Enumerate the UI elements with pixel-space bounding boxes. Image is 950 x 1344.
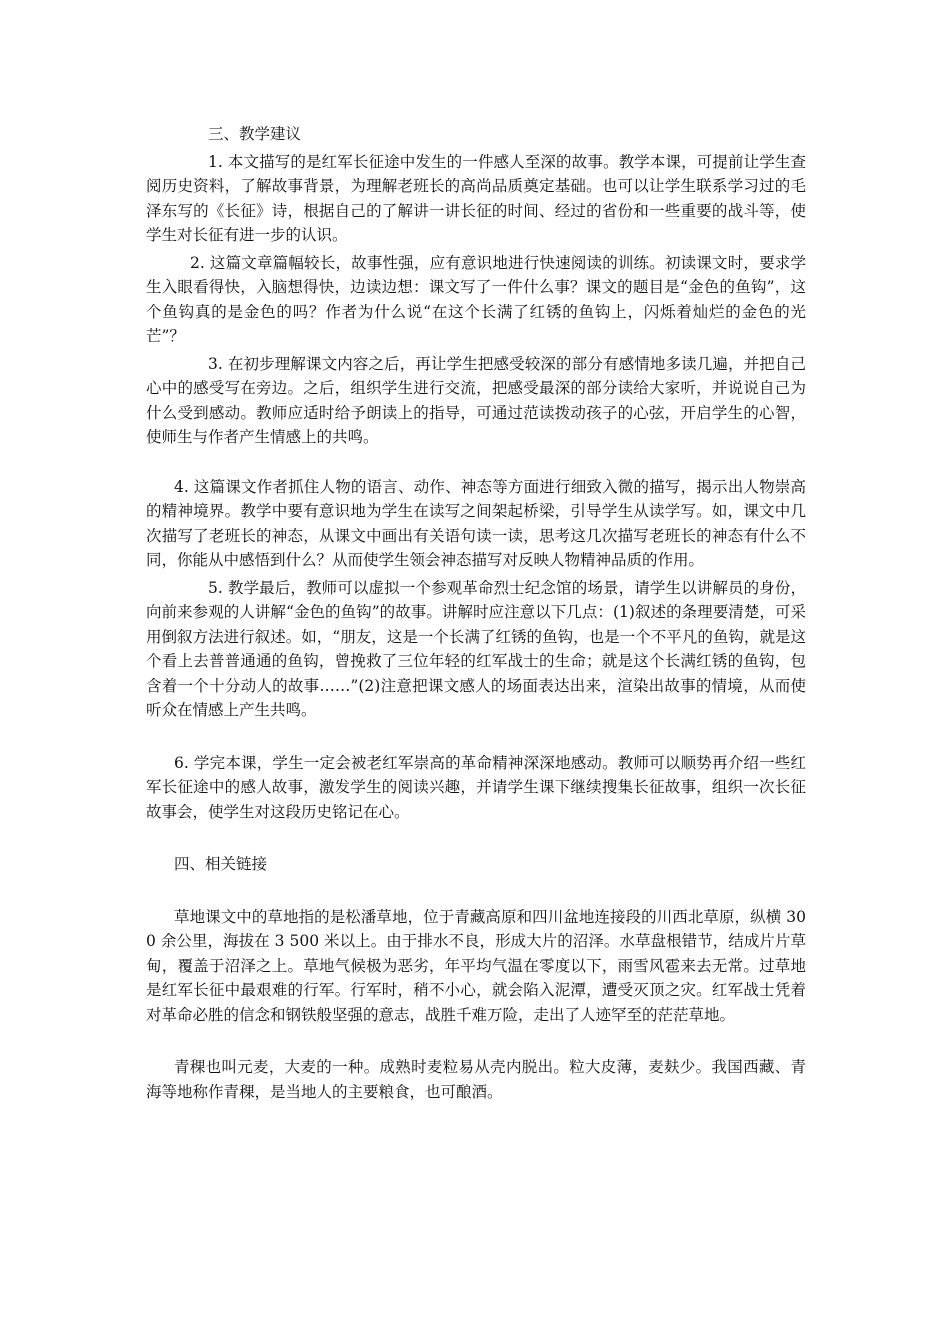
- paragraph-suggestion-5: 5. 教学最后，教师可以虚拟一个参观革命烈士纪念馆的场景，请学生以讲解员的身份，向前来参观的人讲解“金色的鱼钩”的故事。讲解时应注意以下几点：(1)叙述的条理要清楚，可采用倒叙方法进行叙述。如，“朋友，这是一个长满了红锈的鱼钩，也是一个不平凡的鱼钩，就是这个看上去普普通通的鱼钩，曾挽救了三位年轻的红军战士的生命；就是这个长满红锈的鱼钩，包含着一个十分动人的故事……”(2)注意把课文感人的场面表达出来，渲染出故事的情境，从而使听众在情感上产生共鸣。: [146, 578, 806, 719]
- section-heading-links: 四、相关链接: [174, 855, 268, 873]
- paragraph-grassland: 草地课文中的草地指的是松潘草地，位于青藏高原和四川盆地连接段的川西北草原，纵横 300 余公里，海拔在 3 500 米以上。由于排水不良，形成大片的沼泽。水草盘根错节，结成片片草甸，覆盖于沼泽之上。草地气候极为恶劣，年平均气温在零度以下，雨雪风雹来去无常。过草地是红军长征中最艰难的行军。行军时，稍不小心，就会陷入泥潭，遭受灭顶之灾。红军战士凭着对革命必胜的信念和钢铁般坚强的意志，战胜千难万险，走出了人迹罕至的茫茫草地。: [146, 907, 806, 1024]
- paragraph-qingke: 青稞也叫元麦，大麦的一种。成熟时麦粒易从壳内脱出。粒大皮薄，麦麸少。我国西藏、青海等地称作青稞，是当地人的主要粮食，也可酿酒。: [146, 1058, 806, 1101]
- paragraph-suggestion-1: 1. 本文描写的是红军长征途中发生的一件感人至深的故事。教学本课，可提前让学生查阅历史资料，了解故事背景，为理解老班长的高尚品质奠定基础。也可以让学生联系学习过的毛泽东写的《长征》诗，根据自己的了解讲一讲长征的时间、经过的省份和一些重要的战斗等，使学生对长征有进一步的认识。: [146, 152, 806, 244]
- paragraph-suggestion-4: 4. 这篇课文作者抓住人物的语言、动作、神态等方面进行细致入微的描写，揭示出人物崇高的精神境界。教学中要有意识地为学生在读写之间架起桥梁，引导学生从读学写。如，课文中几次描写了老班长的神态，从课文中画出有关语句读一读，思考这几次描写老班长的神态有什么不同，你能从中感悟到什么？从而使学生领会神态描写对反映人物精神品质的作用。: [146, 477, 806, 569]
- section-heading-teaching: 三、教学建议: [208, 125, 302, 143]
- paragraph-suggestion-3: 3. 在初步理解课文内容之后，再让学生把感受较深的部分有感情地多读几遍，并把自己心中的感受写在旁边。之后，组织学生进行交流，把感受最深的部分读给大家听，并说说自己为什么受到感动。教师应适时给予朗读上的指导，可通过范读拨动孩子的心弦，开启学生的心智，使师生与作者产生情感上的共鸣。: [146, 354, 806, 446]
- paragraph-suggestion-6: 6. 学完本课，学生一定会被老红军崇高的革命精神深深地感动。教师可以顺势再介绍一些红军长征途中的感人故事，激发学生的阅读兴趣，并请学生课下继续搜集长征故事，组织一次长征故事会，使学生对这段历史铭记在心。: [146, 753, 806, 821]
- paragraph-suggestion-2: 2. 这篇文章篇幅较长，故事性强，应有意识地进行快速阅读的训练。初读课文时，要求学生入眼看得快，入脑想得快，边读边想：课文写了一件什么事？课文的题目是“金色的鱼钩”，这个鱼钩真的是金色的吗？作者为什么说“在这个长满了红锈的鱼钩上，闪烁着灿烂的金色的光芒”？: [146, 253, 806, 345]
- document-body: [146, 122, 806, 1104]
